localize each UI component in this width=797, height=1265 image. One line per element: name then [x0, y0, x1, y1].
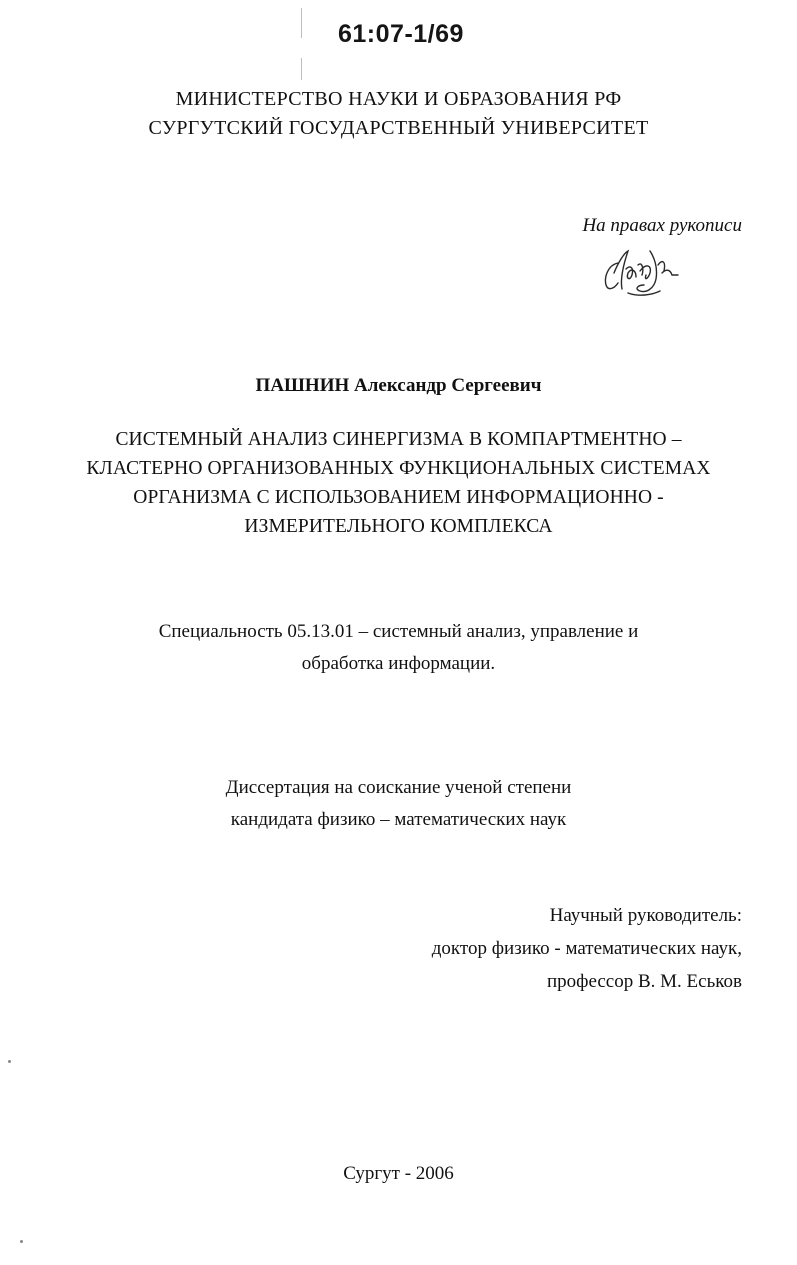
author-surname: ПАШНИН [255, 375, 350, 396]
archive-code: 61:07-1/69 [338, 20, 464, 48]
supervisor-block [432, 899, 742, 998]
title-line: СИСТЕМНЫЙ АНАЛИЗ СИНЕРГИЗМА В КОМПАРТМЕНТНО – [115, 429, 682, 450]
rights-note: На правах рукописи [582, 215, 742, 236]
title-line: ИЗМЕРИТЕЛЬНОГО КОМПЛЕКСА [244, 516, 553, 537]
title-line: ОРГАНИЗМА С ИСПОЛЬЗОВАНИЕМ ИНФОРМАЦИОННО - [133, 487, 664, 508]
degree-line: Диссертация на соискание ученой степени [225, 777, 572, 798]
scan-speck [20, 1240, 23, 1243]
scan-speck [8, 1060, 11, 1063]
author-name [0, 375, 797, 397]
author-signature [600, 243, 700, 301]
specialty-block [0, 616, 797, 680]
place-and-year: Сургут - 2006 [343, 1163, 454, 1184]
university-name: СУРГУТСКИЙ ГОСУДАРСТВЕННЫЙ УНИВЕРСИТЕТ [148, 117, 649, 139]
supervisor-name: профессор В. М. Еськов [546, 971, 742, 992]
degree-block [0, 772, 797, 836]
specialty-line: Специальность 05.13.01 – системный анализ, управление и [158, 621, 639, 642]
author-given-names: Александр Сергеевич [354, 375, 542, 396]
title-line: КЛАСТЕРНО ОРГАНИЗОВАННЫХ ФУНКЦИОНАЛЬНЫХ СИСТЕМАХ [86, 458, 711, 479]
margin-rule-bottom [301, 58, 302, 80]
thesis-title [0, 425, 797, 541]
ministry-name: МИНИСТЕРСТВО НАУКИ И ОБРАЗОВАНИЯ РФ [175, 88, 622, 110]
margin-rule-top [301, 8, 302, 38]
degree-line: кандидата физико – математических наук [230, 809, 567, 830]
supervisor-degree: доктор физико - математических наук, [431, 938, 742, 959]
supervisor-label: Научный руководитель: [549, 905, 742, 926]
specialty-line: обработка информации. [301, 653, 496, 674]
